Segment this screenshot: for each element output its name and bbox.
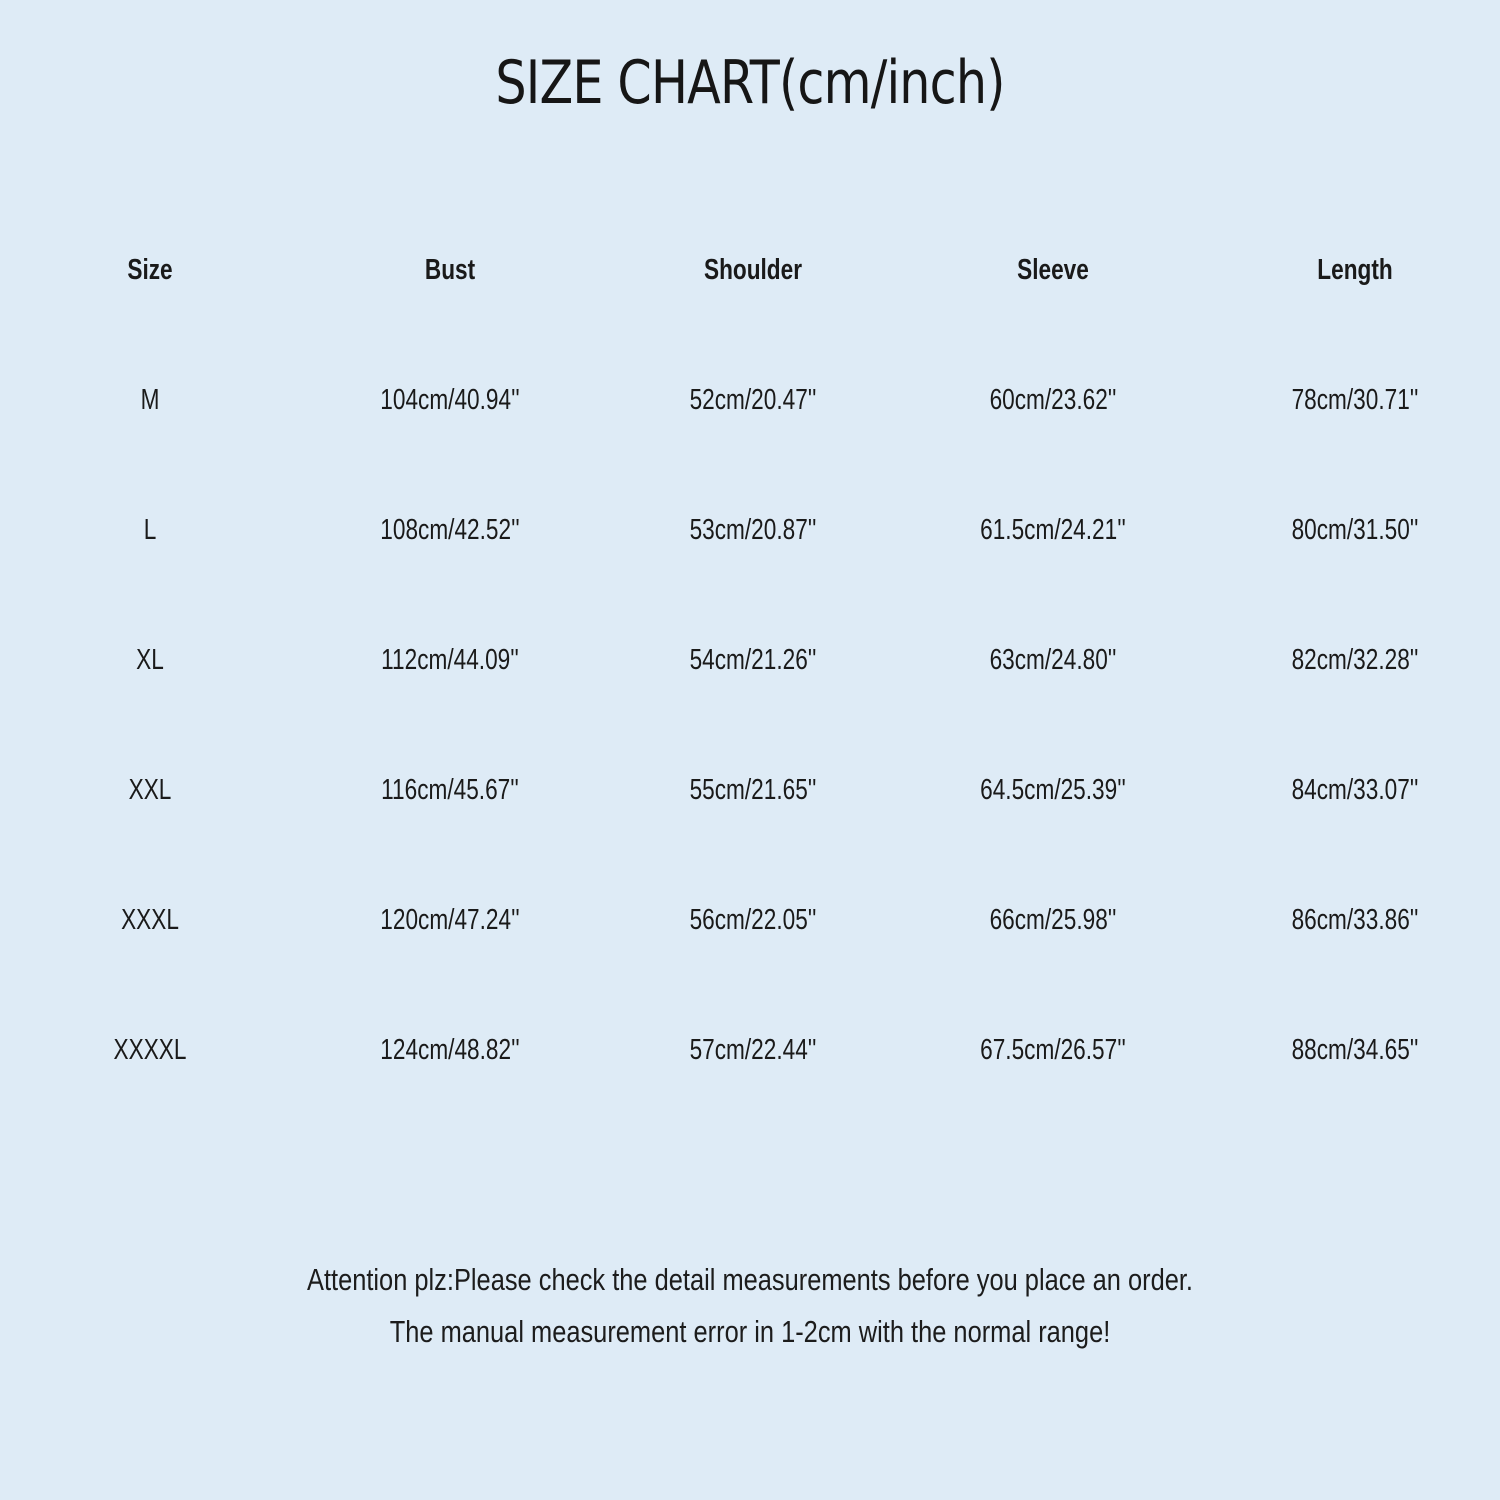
header-sleeve: Sleeve [1017,254,1089,286]
row-bust-cell: 120cm/47.24'' [380,904,520,936]
row-size-cell: L [143,514,157,546]
row-shoulder-cell: 56cm/22.05'' [689,904,817,936]
row-shoulder-cell: 55cm/21.65'' [689,774,817,806]
row-sleeve-cell: 64.5cm/25.39'' [980,774,1126,806]
row-sleeve-cell: 67.5cm/26.57'' [980,1034,1126,1066]
row-length-cell: 88cm/34.65'' [1291,1034,1419,1066]
row-shoulder-cell: 54cm/21.26'' [689,644,817,676]
page-title: SIZE CHART(cm/inch) [495,48,1005,118]
header-length: Length [1317,254,1393,286]
row-length-cell: 78cm/30.71'' [1291,384,1419,416]
row-bust-cell: 108cm/42.52'' [380,514,520,546]
header-bust: Bust [424,254,476,286]
row-length-cell: 80cm/31.50'' [1291,514,1419,546]
row-sleeve-cell: 63cm/24.80'' [989,644,1117,676]
row-bust-cell: 116cm/45.67'' [381,774,519,806]
header-size: Size [127,254,173,286]
row-sleeve-cell: 60cm/23.62'' [989,384,1117,416]
row-size-cell: XXXXL [113,1034,187,1066]
row-size-cell: XL [136,644,164,676]
measurement-error-note: The manual measurement error in 1-2cm with the normal range! [389,1314,1111,1349]
row-bust-cell: 104cm/40.94'' [380,384,520,416]
row-length-cell: 84cm/33.07'' [1291,774,1419,806]
row-size-cell: XXXL [121,904,179,936]
row-bust-cell: 124cm/48.82'' [380,1034,520,1066]
row-size-cell: M [140,384,160,416]
row-shoulder-cell: 53cm/20.87'' [689,514,817,546]
attention-note: Attention plz:Please check the detail measurements before you place an order. [306,1262,1193,1297]
row-bust-cell: 112cm/44.09'' [381,644,519,676]
row-sleeve-cell: 61.5cm/24.21'' [980,514,1126,546]
row-sleeve-cell: 66cm/25.98'' [989,904,1117,936]
row-length-cell: 82cm/32.28'' [1291,644,1419,676]
header-shoulder: Shoulder [703,254,803,286]
row-shoulder-cell: 52cm/20.47'' [689,384,817,416]
row-size-cell: XXL [128,774,172,806]
row-shoulder-cell: 57cm/22.44'' [689,1034,817,1066]
row-length-cell: 86cm/33.86'' [1291,904,1419,936]
